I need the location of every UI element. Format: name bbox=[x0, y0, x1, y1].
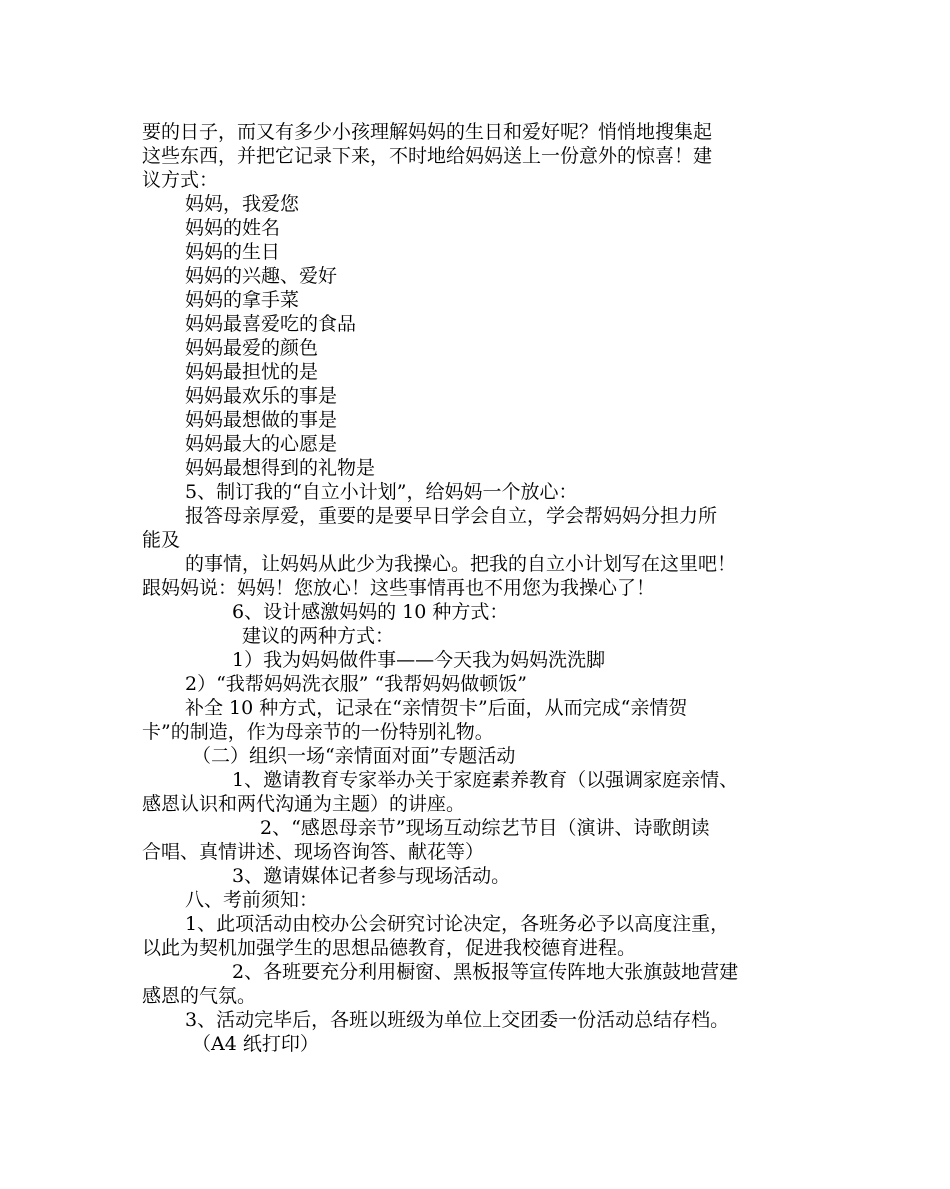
list-item: 妈妈最喜爱吃的食品 bbox=[185, 313, 357, 335]
section-heading: 6、设计感激妈妈的 10 种方式： bbox=[232, 601, 509, 623]
text-line: 感恩的气氛。 bbox=[142, 985, 257, 1007]
section-heading: 八、考前须知： bbox=[185, 889, 319, 911]
text-line: 以此为契机加强学生的思想品德教育，促进我校德育进程。 bbox=[142, 937, 637, 959]
list-item: 妈妈最想得到的礼物是 bbox=[185, 457, 376, 479]
list-item: 妈妈的姓名 bbox=[185, 217, 281, 239]
list-item: 2、各班要充分利用橱窗、黑板报等宣传阵地大张旗鼓地营建 bbox=[232, 961, 739, 983]
text-line: 这些东西，并把它记录下来，不时地给妈妈送上一份意外的惊喜！建 bbox=[142, 145, 713, 167]
text-line: （A4 纸打印） bbox=[192, 1033, 319, 1055]
text-line: 跟妈妈说：妈妈！您放心！这些事情再也不用您为我操心了！ bbox=[142, 577, 656, 599]
list-item: 妈妈，我爱您 bbox=[185, 193, 300, 215]
list-item: 妈妈的拿手菜 bbox=[185, 289, 300, 311]
list-item: 3、邀请媒体记者参与现场活动。 bbox=[232, 865, 511, 887]
list-item: 1）我为妈妈做件事——今天我为妈妈洗洗脚 bbox=[232, 649, 606, 671]
list-item: 妈妈最欢乐的事是 bbox=[185, 385, 338, 407]
list-item: 1、邀请教育专家举办关于家庭素养教育（以强调家庭亲情、 bbox=[232, 769, 739, 791]
list-item: 妈妈的兴趣、爱好 bbox=[185, 265, 338, 287]
text-line: 卡”的制造，作为母亲节的一份特别礼物。 bbox=[142, 721, 494, 743]
text-line: 报答母亲厚爱，重要的是要早日学会自立，学会帮妈妈分担力所 bbox=[185, 505, 718, 527]
list-item: 妈妈最担忧的是 bbox=[185, 361, 319, 383]
text-line: 议方式： bbox=[142, 169, 219, 191]
text-line: 的事情，让妈妈从此少为我操心。把我的自立小计划写在这里吧！ bbox=[185, 553, 737, 575]
text-line: 能及 bbox=[142, 529, 181, 551]
text-line: 感恩认识和两代沟通为主题）的讲座。 bbox=[142, 793, 466, 815]
list-item: 1、此项活动由校办公会研究讨论决定，各班务必予以高度注重， bbox=[185, 913, 730, 935]
list-item: 2、“感恩母亲节”现场互动综艺节目（演讲、诗歌朗读 bbox=[260, 817, 710, 839]
text-line: 要的日子，而又有多少小孩理解妈妈的生日和爱好呢？悄悄地搜集起 bbox=[142, 121, 713, 143]
list-item: 3、活动完毕后，各班以班级为单位上交团委一份活动总结存档。 bbox=[185, 1009, 730, 1031]
list-item: 妈妈的生日 bbox=[185, 241, 281, 263]
text-line: 补全 10 种方式，记录在“亲情贺卡”后面，从而完成“亲情贺 bbox=[185, 697, 688, 719]
section-heading: 5、制订我的“自立小计划”，给妈妈一个放心： bbox=[185, 481, 578, 503]
list-item: 2）“我帮妈妈洗衣服” “我帮妈妈做顿饭” bbox=[185, 673, 527, 695]
list-item: 妈妈最大的心愿是 bbox=[185, 433, 338, 455]
section-heading: （二）组织一场“亲情面对面”专题活动 bbox=[192, 745, 516, 767]
list-item: 妈妈最爱的颜色 bbox=[185, 337, 319, 359]
text-line: 合唱、真情讲述、现场咨询答、献花等） bbox=[142, 841, 485, 863]
list-item: 妈妈最想做的事是 bbox=[185, 409, 338, 431]
text-line: 建议的两种方式： bbox=[242, 625, 395, 647]
